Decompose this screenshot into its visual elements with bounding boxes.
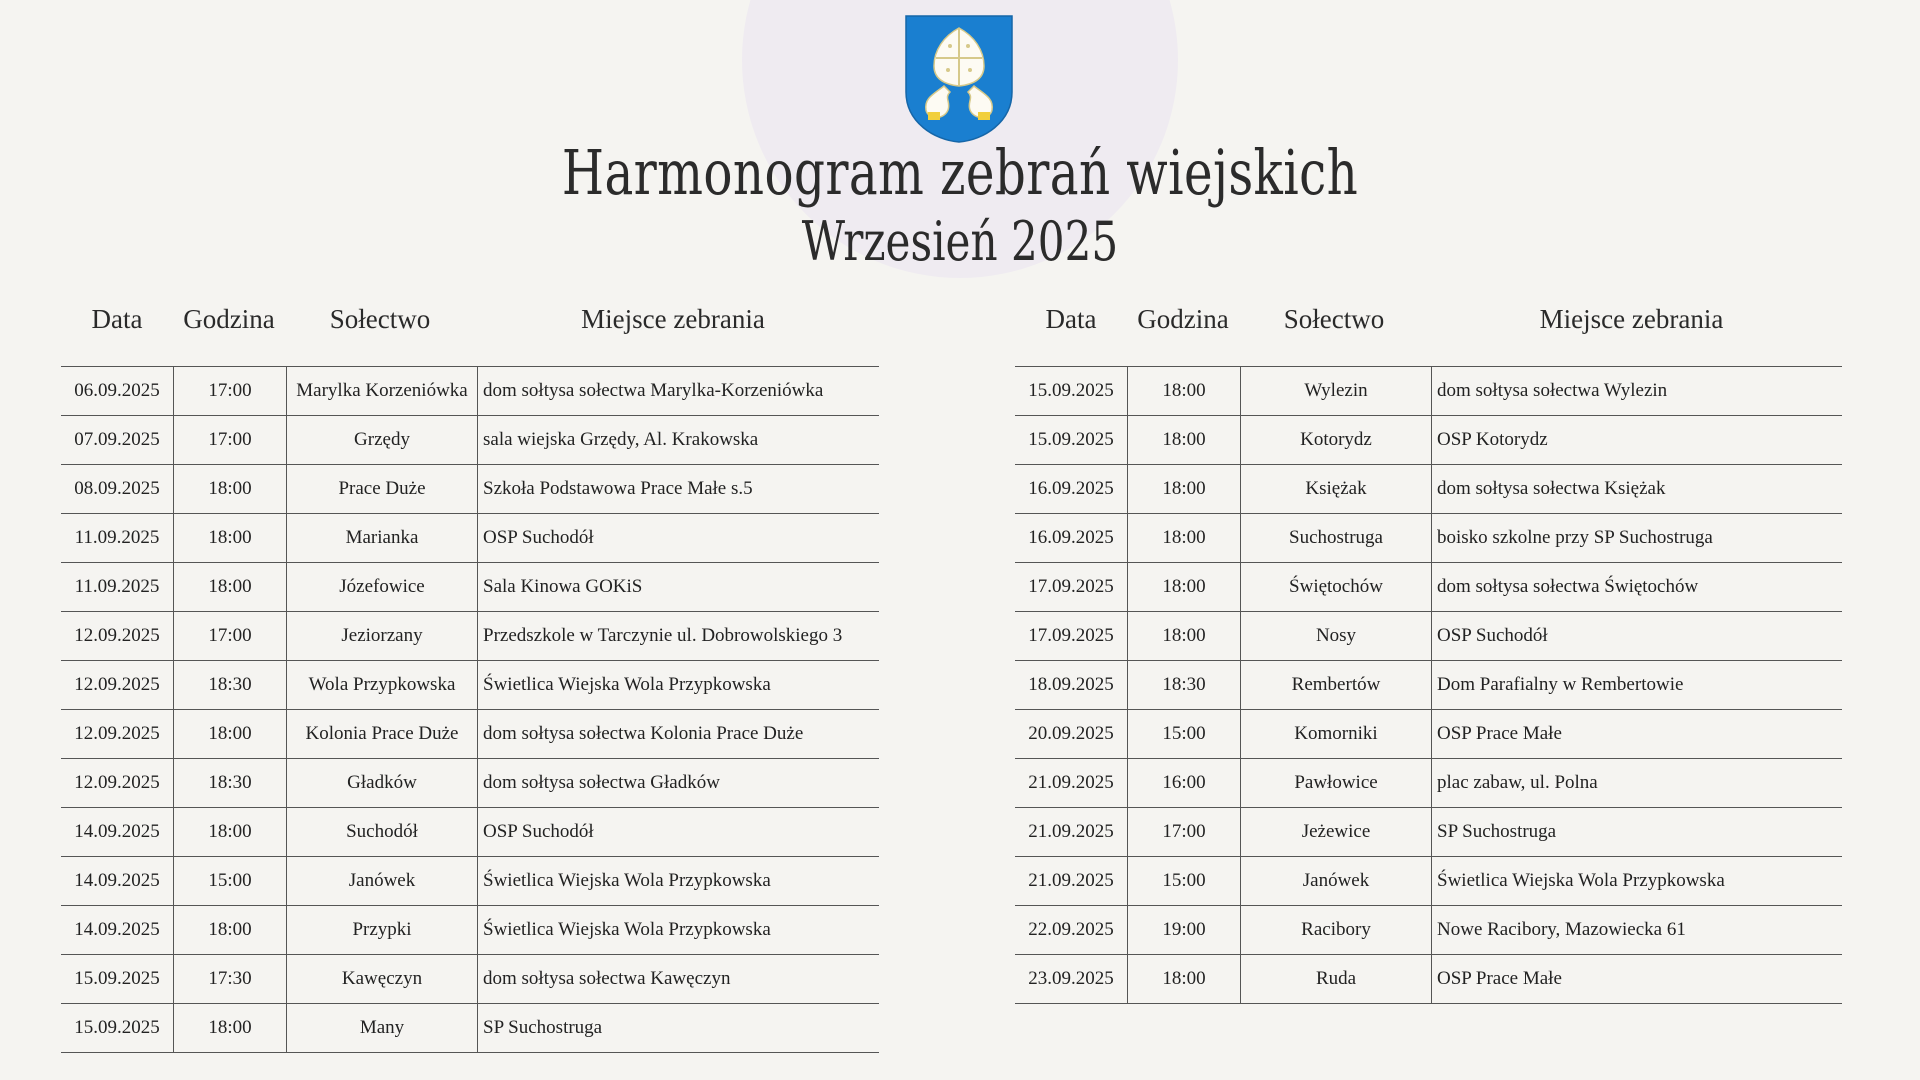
cell-place: Świetlica Wiejska Wola Przypkowska (478, 661, 880, 710)
cell-village: Przypki (287, 906, 478, 955)
table-row (1015, 612, 1842, 661)
table-row (1015, 906, 1842, 955)
cell-place: OSP Kotorydz (1432, 416, 1843, 465)
cell-time: 15:00 (174, 857, 287, 906)
table-row (1015, 857, 1842, 906)
page-title: Harmonogram zebrań wiejskich (561, 136, 1359, 209)
cell-place: Nowe Racibory, Mazowiecka 61 (1432, 906, 1843, 955)
cell-place: Szkoła Podstawowa Prace Małe s.5 (478, 465, 880, 514)
cell-date: 11.09.2025 (61, 514, 174, 563)
cell-village: Jeżewice (1241, 808, 1432, 857)
cell-date: 22.09.2025 (1015, 906, 1128, 955)
cell-village: Grzędy (287, 416, 478, 465)
cell-village: Many (287, 1004, 478, 1053)
table-row (61, 367, 879, 416)
cell-date: 12.09.2025 (61, 759, 174, 808)
table-row (1015, 759, 1842, 808)
table-row (61, 563, 879, 612)
table-row (61, 906, 879, 955)
cell-time: 17:30 (174, 955, 287, 1004)
cell-date: 16.09.2025 (1015, 465, 1128, 514)
cell-time: 18:00 (174, 465, 287, 514)
table-row (61, 710, 879, 759)
cell-time: 17:00 (174, 416, 287, 465)
cell-time: 16:00 (1128, 759, 1241, 808)
cell-place: dom sołtysa sołectwa Świętochów (1432, 563, 1843, 612)
cell-village: Marianka (287, 514, 478, 563)
coat-of-arms-icon (904, 14, 1014, 144)
cell-village: Prace Duże (287, 465, 478, 514)
cell-date: 12.09.2025 (61, 710, 174, 759)
column-header-place: Miejsce zebrania (1539, 304, 1724, 334)
table-row (61, 465, 879, 514)
cell-village: Wylezin (1241, 367, 1432, 416)
cell-time: 18:00 (174, 808, 287, 857)
column-header-village: Sołectwo (329, 304, 431, 334)
cell-time: 18:00 (1128, 416, 1241, 465)
cell-place: Świetlica Wiejska Wola Przypkowska (478, 857, 880, 906)
page-subtitle: Wrzesień 2025 (801, 210, 1119, 273)
table-row (1015, 563, 1842, 612)
column-header-time: Godzina (1137, 304, 1229, 334)
cell-place: Dom Parafialny w Rembertowie (1432, 661, 1843, 710)
schedule-table-right (1015, 298, 1842, 1004)
cell-place: OSP Suchodół (478, 514, 880, 563)
cell-place: dom sołtysa sołectwa Gładków (478, 759, 880, 808)
cell-village: Marylka Korzeniówka (287, 367, 478, 416)
cell-time: 18:00 (1128, 563, 1241, 612)
cell-village: Księżak (1241, 465, 1432, 514)
column-header-place: Miejsce zebrania (581, 304, 765, 334)
cell-time: 18:00 (1128, 955, 1241, 1004)
cell-date: 11.09.2025 (61, 563, 174, 612)
table-row (61, 661, 879, 710)
cell-village: Kawęczyn (287, 955, 478, 1004)
cell-date: 15.09.2025 (1015, 367, 1128, 416)
table-row (61, 1004, 879, 1053)
cell-time: 15:00 (1128, 710, 1241, 759)
cell-time: 17:00 (174, 612, 287, 661)
cell-date: 21.09.2025 (1015, 808, 1128, 857)
cell-place: plac zabaw, ul. Polna (1432, 759, 1843, 808)
cell-date: 07.09.2025 (61, 416, 174, 465)
table-row (61, 759, 879, 808)
cell-village: Kolonia Prace Duże (287, 710, 478, 759)
table-row (1015, 465, 1842, 514)
table-row (1015, 710, 1842, 759)
cell-date: 15.09.2025 (1015, 416, 1128, 465)
cell-village: Racibory (1241, 906, 1432, 955)
cell-place: boisko szkolne przy SP Suchostruga (1432, 514, 1843, 563)
cell-place: sala wiejska Grzędy, Al. Krakowska (478, 416, 880, 465)
table-row (1015, 661, 1842, 710)
cell-time: 18:00 (1128, 612, 1241, 661)
cell-place: dom sołtysa sołectwa Księżak (1432, 465, 1843, 514)
cell-date: 06.09.2025 (61, 367, 174, 416)
cell-village: Janówek (287, 857, 478, 906)
cell-village: Świętochów (1241, 563, 1432, 612)
cell-place: dom sołtysa sołectwa Wylezin (1432, 367, 1843, 416)
cell-time: 19:00 (1128, 906, 1241, 955)
cell-village: Ruda (1241, 955, 1432, 1004)
cell-time: 18:30 (1128, 661, 1241, 710)
column-header-date: Data (1045, 304, 1097, 334)
cell-place: OSP Suchodół (478, 808, 880, 857)
cell-date: 15.09.2025 (61, 1004, 174, 1053)
cell-place: OSP Suchodół (1432, 612, 1843, 661)
cell-village: Nosy (1241, 612, 1432, 661)
cell-date: 17.09.2025 (1015, 612, 1128, 661)
cell-place: SP Suchostruga (478, 1004, 880, 1053)
cell-time: 17:00 (174, 367, 287, 416)
cell-date: 14.09.2025 (61, 906, 174, 955)
cell-place: SP Suchostruga (1432, 808, 1843, 857)
cell-time: 18:00 (174, 514, 287, 563)
cell-date: 08.09.2025 (61, 465, 174, 514)
cell-village: Jeziorzany (287, 612, 478, 661)
table-row (1015, 808, 1842, 857)
cell-place: OSP Prace Małe (1432, 955, 1843, 1004)
cell-date: 12.09.2025 (61, 612, 174, 661)
cell-date: 17.09.2025 (1015, 563, 1128, 612)
cell-village: Kotorydz (1241, 416, 1432, 465)
cell-village: Janówek (1241, 857, 1432, 906)
table-body-left (61, 366, 879, 1053)
cell-place: Świetlica Wiejska Wola Przypkowska (478, 906, 880, 955)
cell-date: 15.09.2025 (61, 955, 174, 1004)
table-row (1015, 514, 1842, 563)
cell-date: 12.09.2025 (61, 661, 174, 710)
cell-time: 18:00 (174, 710, 287, 759)
schedule-table-left (61, 298, 879, 1053)
table-row (61, 857, 879, 906)
cell-time: 18:00 (174, 563, 287, 612)
table-row (61, 808, 879, 857)
cell-place: OSP Prace Małe (1432, 710, 1843, 759)
cell-village: Pawłowice (1241, 759, 1432, 808)
cell-time: 18:00 (1128, 514, 1241, 563)
cell-time: 18:30 (174, 759, 287, 808)
column-header-village: Sołectwo (1283, 304, 1385, 334)
cell-date: 14.09.2025 (61, 808, 174, 857)
cell-date: 21.09.2025 (1015, 759, 1128, 808)
cell-village: Suchostruga (1241, 514, 1432, 563)
table-row (61, 416, 879, 465)
cell-date: 21.09.2025 (1015, 857, 1128, 906)
table-header-left (61, 298, 879, 366)
cell-date: 14.09.2025 (61, 857, 174, 906)
cell-village: Rembertów (1241, 661, 1432, 710)
cell-place: dom sołtysa sołectwa Kolonia Prace Duże (478, 710, 880, 759)
cell-place: Sala Kinowa GOKiS (478, 563, 880, 612)
table-row (1015, 416, 1842, 465)
cell-time: 18:00 (1128, 367, 1241, 416)
cell-date: 20.09.2025 (1015, 710, 1128, 759)
cell-time: 18:00 (1128, 465, 1241, 514)
table-row (61, 612, 879, 661)
cell-place: Przedszkole w Tarczynie ul. Dobrowolskiego 3 (478, 612, 880, 661)
cell-time: 18:00 (174, 1004, 287, 1053)
cell-time: 17:00 (1128, 808, 1241, 857)
cell-place: dom sołtysa sołectwa Marylka-Korzeniówka (478, 367, 880, 416)
table-header-right (1015, 298, 1842, 366)
cell-place: Świetlica Wiejska Wola Przypkowska (1432, 857, 1843, 906)
table-body-right (1015, 366, 1842, 1004)
cell-village: Komorniki (1241, 710, 1432, 759)
column-header-time: Godzina (183, 304, 275, 334)
table-row (1015, 367, 1842, 416)
table-row (1015, 955, 1842, 1004)
cell-time: 18:00 (174, 906, 287, 955)
cell-time: 18:30 (174, 661, 287, 710)
cell-place: dom sołtysa sołectwa Kawęczyn (478, 955, 880, 1004)
cell-date: 16.09.2025 (1015, 514, 1128, 563)
table-row (61, 514, 879, 563)
cell-village: Józefowice (287, 563, 478, 612)
cell-village: Wola Przypkowska (287, 661, 478, 710)
column-header-date: Data (91, 304, 143, 334)
cell-village: Gładków (287, 759, 478, 808)
cell-time: 15:00 (1128, 857, 1241, 906)
table-row (61, 955, 879, 1004)
cell-date: 18.09.2025 (1015, 661, 1128, 710)
cell-date: 23.09.2025 (1015, 955, 1128, 1004)
cell-village: Suchodół (287, 808, 478, 857)
